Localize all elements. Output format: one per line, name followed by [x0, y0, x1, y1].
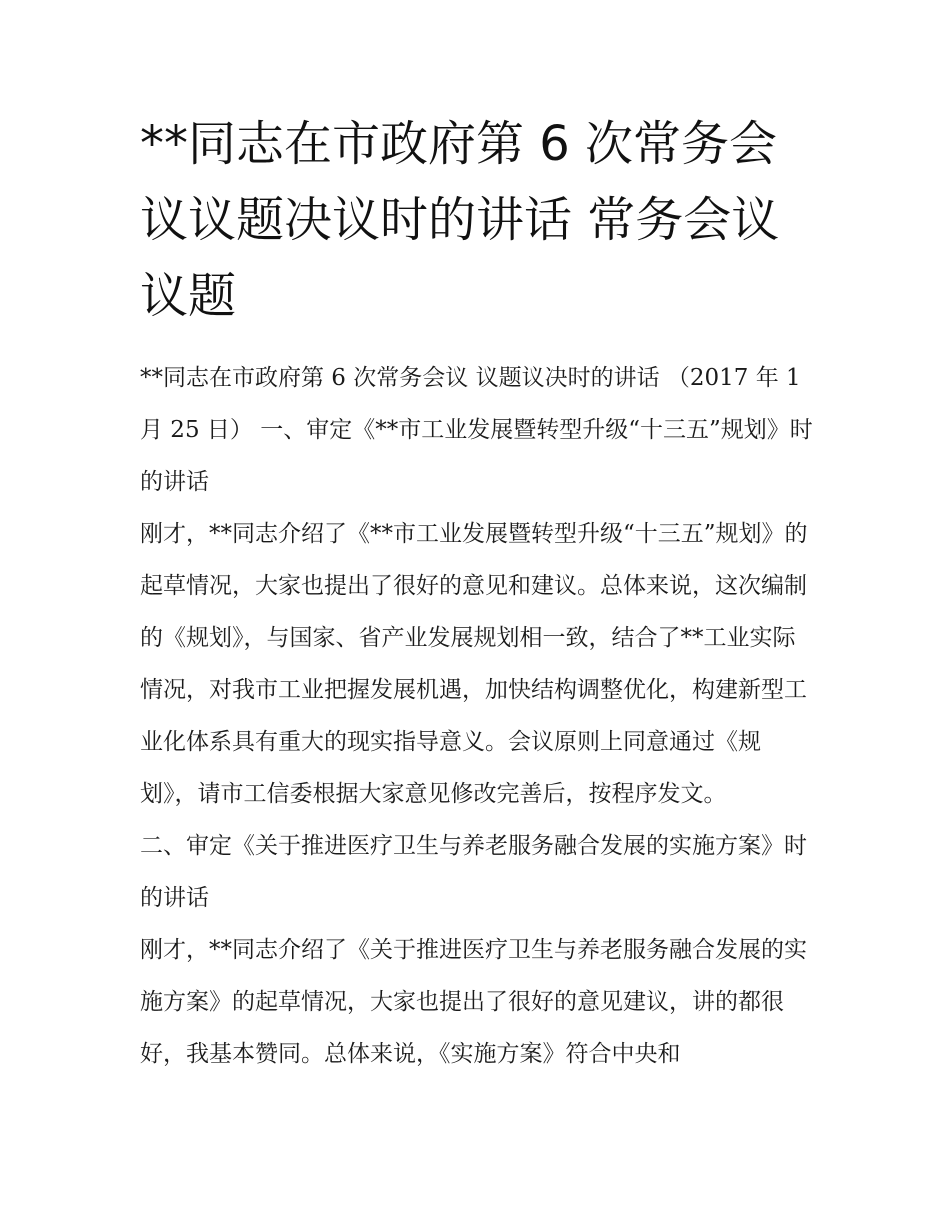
paragraph-header: **同志在市政府第 6 次常务会议 议题议决时的讲话 （2017 年 1 月 25 日） 一、审定《**市工业发展暨转型升级“十三五”规划》时的讲话: [140, 365, 813, 495]
paragraph-section-two: 刚才，**同志介绍了《关于推进医疗卫生与养老服务融合发展的实施方案》的起草情况，大家也提出了很好的意见建议，讲的都很好，我基本赞同。总体来说，《实施方案》符合中央和: [140, 937, 807, 1067]
document-body: [140, 352, 816, 1080]
paragraph-heading-two: 二、审定《关于推进医疗卫生与养老服务融合发展的实施方案》时的讲话: [140, 833, 807, 911]
paragraph-section-one: 刚才，**同志介绍了《**市工业发展暨转型升级“十三五”规划》的起草情况，大家也提出了很好的意见和建议。总体来说，这次编制的《规划》，与国家、省产业发展规划相一致，结合了**工业实际情况，对我市工业把握发展机遇，加快结构调整优化，构建新型工业化体系具有重大的现实指导意义。会议原则上同意通过《规划》，请市工信委根据大家意见修改完善后，按程序发文。: [140, 521, 808, 807]
document-title: **同志在市政府第 6 次常务会议议题决议时的讲话 常务会议议题: [140, 116, 780, 324]
